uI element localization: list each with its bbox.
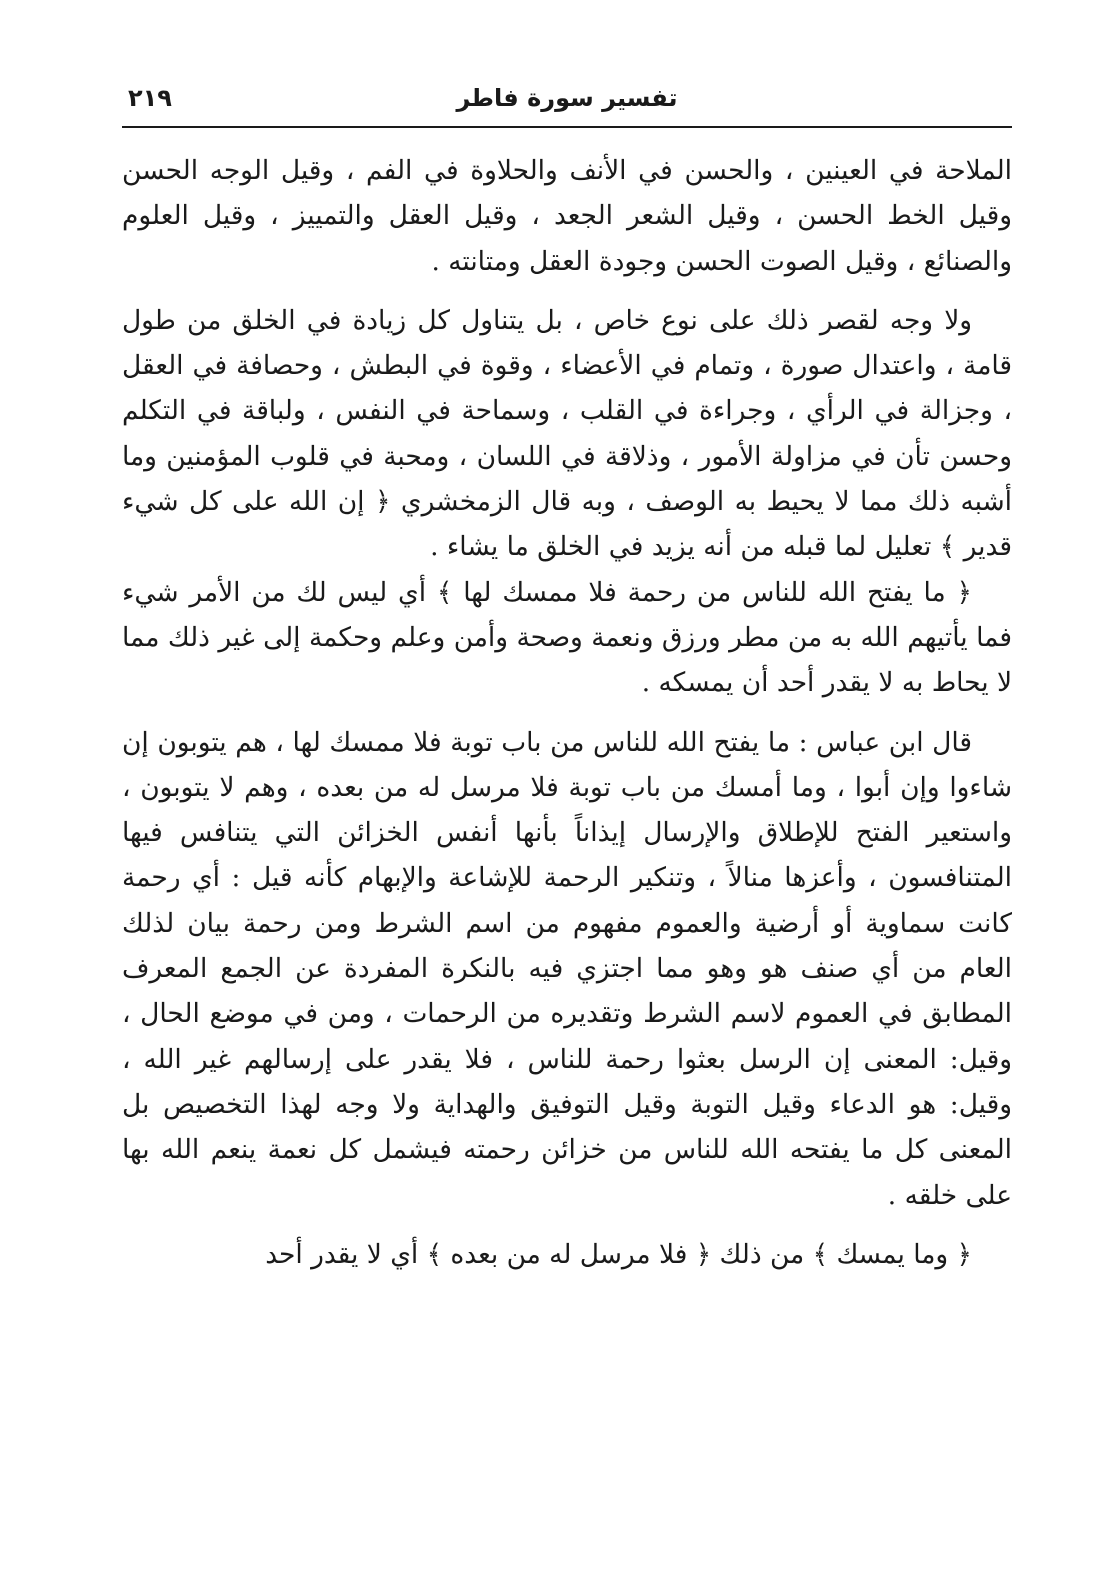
paragraph-verse: ﴿ ما يفتح الله للناس من رحمة فلا ممسك لها ﴾ أي ليس لك من الأمر شيء فما يأتيهم الله به من مطر ورزق ونعمة وصحة وأمن وعلم وحكمة إلى غير ذلك مما لا يحاط به لا يقدر أحد أن يمسكه . [122, 576, 1012, 699]
paragraph-verse: ﴿ وما يمسك ﴾ من ذلك ﴿ فلا مرسل له من بعده ﴾ أي لا يقدر أحد [265, 1238, 972, 1270]
page-number: ٢١٩ [128, 84, 172, 112]
body-text [122, 148, 1012, 1277]
page-title: تفسير سورة فاطر [456, 84, 678, 112]
page-header [122, 70, 1012, 128]
paragraph-continuation: الملاحة في العينين ، والحسن في الأنف والحلاوة في الفم ، وقيل الوجه الحسن وقيل الخط الحسن ، وقيل الشعر الجعد ، وقيل العقل والتمييز ، وقيل العلوم والصنائع ، وقيل الصوت الحسن وجودة العقل ومتانته . [122, 155, 1012, 277]
paragraph: ولا وجه لقصر ذلك على نوع خاص ، بل يتناول كل زيادة في الخلق من طول قامة ، واعتدال صورة ، وتمام في الأعضاء ، وقوة في البطش ، وحصافة في العقل ، وجزالة في الرأي ، وجراءة في القلب ، وسماحة في النفس ، ولباقة في التكلم وحسن تأن في مزاولة الأمور ، وذلاقة في اللسان ، ومحبة في قلوب المؤمنين وما أشبه ذلك مما لا يحيط به الوصف ، وبه قال الزمخشري ﴿ إن الله على كل شيء قدير ﴾ تعليل لما قبله من أنه يزيد في الخلق ما يشاء . [122, 304, 1012, 563]
paragraph: قال ابن عباس : ما يفتح الله للناس من باب توبة فلا ممسك لها ، هم يتوبون إن شاءوا وإن أبوا ، وما أمسك من باب توبة فلا مرسل له من بعده ، وهم لا يتوبون ، واستعير الفتح للإطلاق والإرسال إيذاناً بأنها أنفس الخزائن التي يتنافس فيها المتنافسون ، وأعزها منالاً ، وتنكير الرحمة للإشاعة والإبهام كأنه قيل : أي رحمة كانت سماوية أو أرضية والعموم مفهوم من اسم الشرط ومن رحمة بيان لذلك العام من أي صنف هو وهو مما اجتزي فيه بالنكرة المفردة عن الجمع المعرف المطابق في العموم لاسم الشرط وتقديره من الرحمات ، ومن في موضع الحال ، وقيل: المعنى إن الرسل بعثوا رحمة للناس ، فلا يقدر على إرسالهم غير الله ، وقيل: هو الدعاء وقيل التوبة وقيل التوفيق والهداية ولا وجه لهذا التخصيص بل المعنى كل ما يفتحه الله للناس من خزائن رحمته فيشمل كل نعمة ينعم الله بها على خلقه . [122, 726, 1012, 1211]
